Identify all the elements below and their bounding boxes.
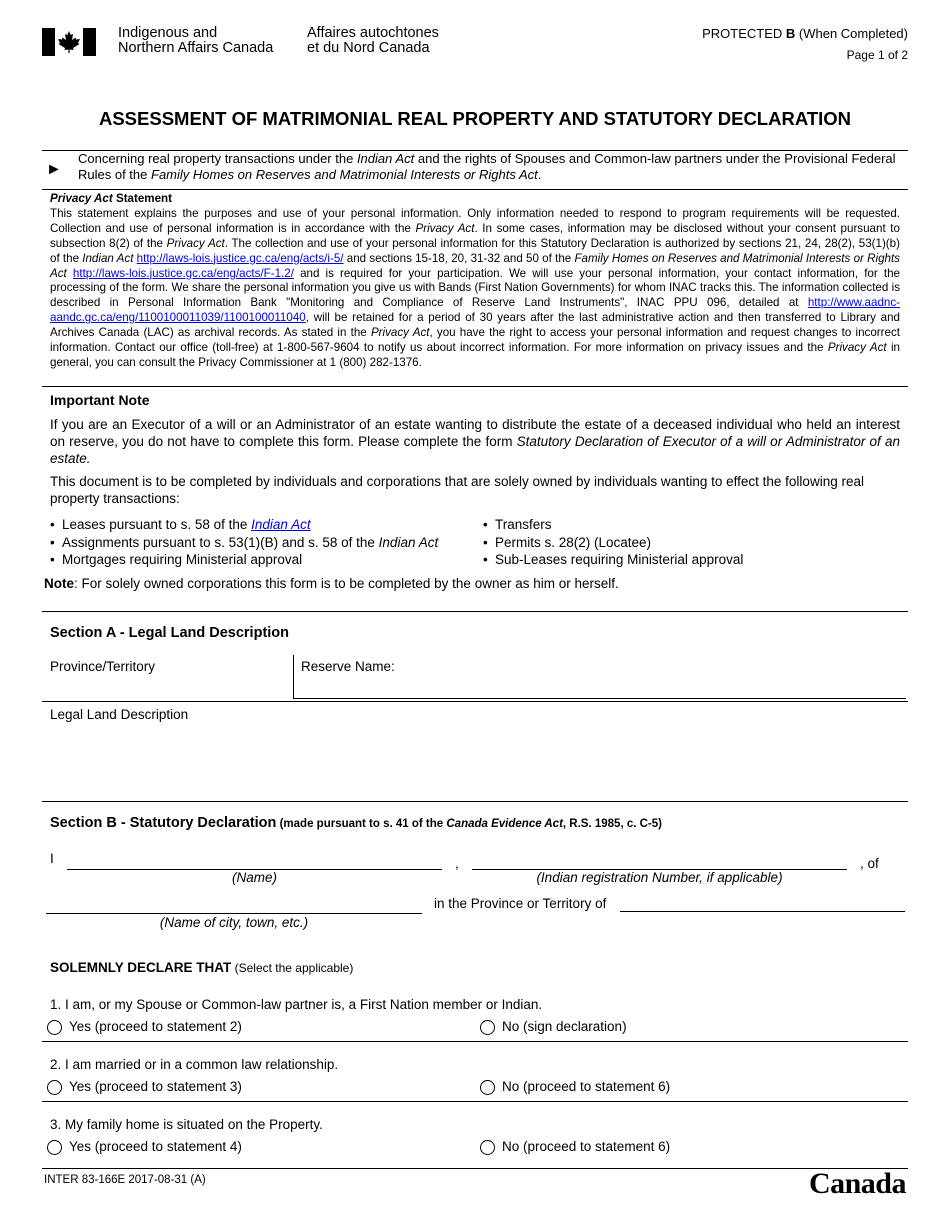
list-item: • Assignments pursuant to s. 53(1)(B) and s. 58 of the Indian Act xyxy=(50,534,438,552)
divider xyxy=(42,611,908,612)
statement-3-yes-radio[interactable] xyxy=(47,1140,62,1155)
field-underline xyxy=(42,701,908,702)
statement-3-yes-label: Yes (proceed to statement 4) xyxy=(69,1139,242,1154)
declarant-i-label: I xyxy=(50,851,54,866)
statement-1-yes-radio[interactable] xyxy=(47,1020,62,1035)
field-divider xyxy=(293,655,294,699)
province-territory-field[interactable] xyxy=(42,655,292,699)
field-underline xyxy=(293,698,906,699)
city-town-field[interactable] xyxy=(46,913,422,914)
divider xyxy=(42,1041,908,1042)
indian-registration-caption: (Indian registration Number, if applicable) xyxy=(536,870,783,885)
transaction-list-left xyxy=(50,516,438,569)
important-note-heading: Important Note xyxy=(50,392,150,408)
province-territory-label: Province/Territory xyxy=(50,659,156,674)
canada-wordmark-logo: Canada xyxy=(808,1167,906,1200)
statement-2-text: 2. I am married or in a common law relationship. xyxy=(50,1057,339,1072)
legal-land-description-field[interactable] xyxy=(42,703,908,799)
divider xyxy=(42,189,908,190)
corporation-note: Note: For solely owned corporations this form is to be completed by the owner as him or herself. xyxy=(44,576,619,591)
statement-1-text: 1. I am, or my Spouse or Common-law partner is, a First Nation member or Indian. xyxy=(50,997,543,1012)
transaction-list-right xyxy=(483,516,743,569)
divider xyxy=(42,1101,908,1102)
privacy-heading: Privacy Act Statement xyxy=(50,192,173,205)
of-label: , of xyxy=(860,856,879,871)
divider xyxy=(42,801,908,802)
form-code: INTER 83-166E 2017-08-31 (A) xyxy=(44,1174,206,1186)
department-name-french: Affaires autochtones et du Nord Canada xyxy=(307,25,439,56)
section-a-heading: Section A - Legal Land Description xyxy=(50,625,290,641)
statement-2-no-label: No (proceed to statement 6) xyxy=(502,1079,671,1094)
page-number: Page 1 of 2 xyxy=(846,48,908,62)
arrow-right-icon: ► xyxy=(46,161,62,178)
department-name-english: Indigenous and Northern Affairs Canada xyxy=(118,25,274,56)
statement-2-yes-label: Yes (proceed to statement 3) xyxy=(69,1079,242,1094)
divider xyxy=(42,386,908,387)
privacy-body: This statement explains the purposes and use of your personal information. Only information needed to respond to program requirements will be requested. Collection and use of personal information is in accordance with the Privacy Act. In some cases, information may be disclosed without your consent pursuant to subsection 8(2) of the Privacy Act. The collection and use of your personal information for this Statutory Declaration is authorized by sections 21, 24, 28(2), 53(1)(b) of the Indian Act http://laws-lois.justice.gc.ca/eng/acts/i-5/ and sections 15-18, 20, 31-32 and 50 of the Family Homes on Reserves and Matrimonial Interests or Rights Act http://laws-lois.justice.gc.ca/eng/acts/F-1.2/ and is required for your participation. We will use your personal information, your contact information, for the processing of the form. We share the personal information you give us with Bands (First Nation Governments) for whom INAC tracks this. The information collected is described in Personal Information Bank "Monitoring and Compliance of Reserve Land Instruments", INAC PPU 096, detailed at http://www.aadnc-aandc.gc.ca/eng/1100100011039/1100100011040, will be retained for a period of 30 years after the last administrative action and then transferred to Library and Archives Canada (LAC) as archival records. As stated in the Privacy Act, you have the right to access your personal information and request changes to incorrect information. Contact our office (toll-free) at 1-800-567-9604 to notify us about incorrect information. For more information on privacy issues and the Privacy Act in general, you can consult the Privacy Commissioner at 1 (800) 282-1376. xyxy=(50,206,900,369)
city-town-caption: (Name of city, town, etc.) xyxy=(159,915,309,930)
statement-2-no-radio[interactable] xyxy=(480,1080,495,1095)
comma-separator: , xyxy=(455,856,459,871)
province-territory-text: in the Province or Territory of xyxy=(434,896,607,911)
statement-3-no-radio[interactable] xyxy=(480,1140,495,1155)
reserve-name-field[interactable] xyxy=(296,655,906,697)
statement-1-no-radio[interactable] xyxy=(480,1020,495,1035)
section-b-heading: Section B - Statutory Declaration (made pursuant to s. 41 of the Canada Evidence Act, R.S. 1985, c. C-5) xyxy=(50,815,662,831)
family-homes-act-link[interactable]: http://laws-lois.justice.gc.ca/eng/acts/F-1.2/ xyxy=(72,266,294,280)
canada-flag-icon xyxy=(42,28,96,56)
privacy-statement xyxy=(50,192,900,371)
statement-3-no-label: No (proceed to statement 6) xyxy=(502,1139,671,1154)
province-territory-declaration-field[interactable] xyxy=(620,911,905,912)
list-item: • Mortgages requiring Ministerial approval xyxy=(50,551,438,569)
legal-land-description-label: Legal Land Description xyxy=(50,707,189,722)
important-note-executor: If you are an Executor of a will or an Administrator of an estate wanting to distribute the estate of a deceased individual who held an interest on reserve, you do not have to complete this form. Please complete the form Statutory Declaration of Executor of a will or Administrator of an estate. xyxy=(50,417,900,466)
indian-act-link[interactable]: Indian Act xyxy=(251,517,311,532)
statement-2-yes-radio[interactable] xyxy=(47,1080,62,1095)
protected-classification: PROTECTED B (When Completed) xyxy=(702,26,908,41)
solemnly-declare-heading: SOLEMNLY DECLARE THAT (Select the applicable) xyxy=(50,960,354,975)
indian-act-link[interactable]: http://laws-lois.justice.gc.ca/eng/acts/i-5/ xyxy=(136,251,344,265)
statement-3-text: 3. My family home is situated on the Property. xyxy=(50,1117,323,1132)
reserve-name-label: Reserve Name: xyxy=(301,659,395,674)
statement-1-yes-label: Yes (proceed to statement 2) xyxy=(69,1019,242,1034)
list-item: • Permits s. 28(2) (Locatee) xyxy=(483,534,743,552)
list-item: • Transfers xyxy=(483,516,743,534)
list-item: • Sub-Leases requiring Ministerial approval xyxy=(483,551,743,569)
divider xyxy=(42,1168,908,1169)
name-caption: (Name) xyxy=(231,870,277,885)
statement-1-no-label: No (sign declaration) xyxy=(502,1019,627,1034)
page-title: ASSESSMENT OF MATRIMONIAL REAL PROPERTY AND STATUTORY DECLARATION xyxy=(98,108,852,129)
list-item: • Leases pursuant to s. 58 of the Indian Act xyxy=(50,516,438,534)
concerning-statement: Concerning real property transactions under the Indian Act and the rights of Spouses and Common-law partners under the Provisional Federal Rules of the Family Homes on Reserves and Matrimonial Interests or Rights Act. xyxy=(78,151,896,182)
important-note-scope: This document is to be completed by individuals and corporations that are solely owned by individuals wanting to effect the following real property transactions: xyxy=(50,474,864,506)
personal-information-bank-link[interactable]: http://www.aadnc-aandc.gc.ca/eng/1100100011039/1100100011040 xyxy=(50,296,900,325)
